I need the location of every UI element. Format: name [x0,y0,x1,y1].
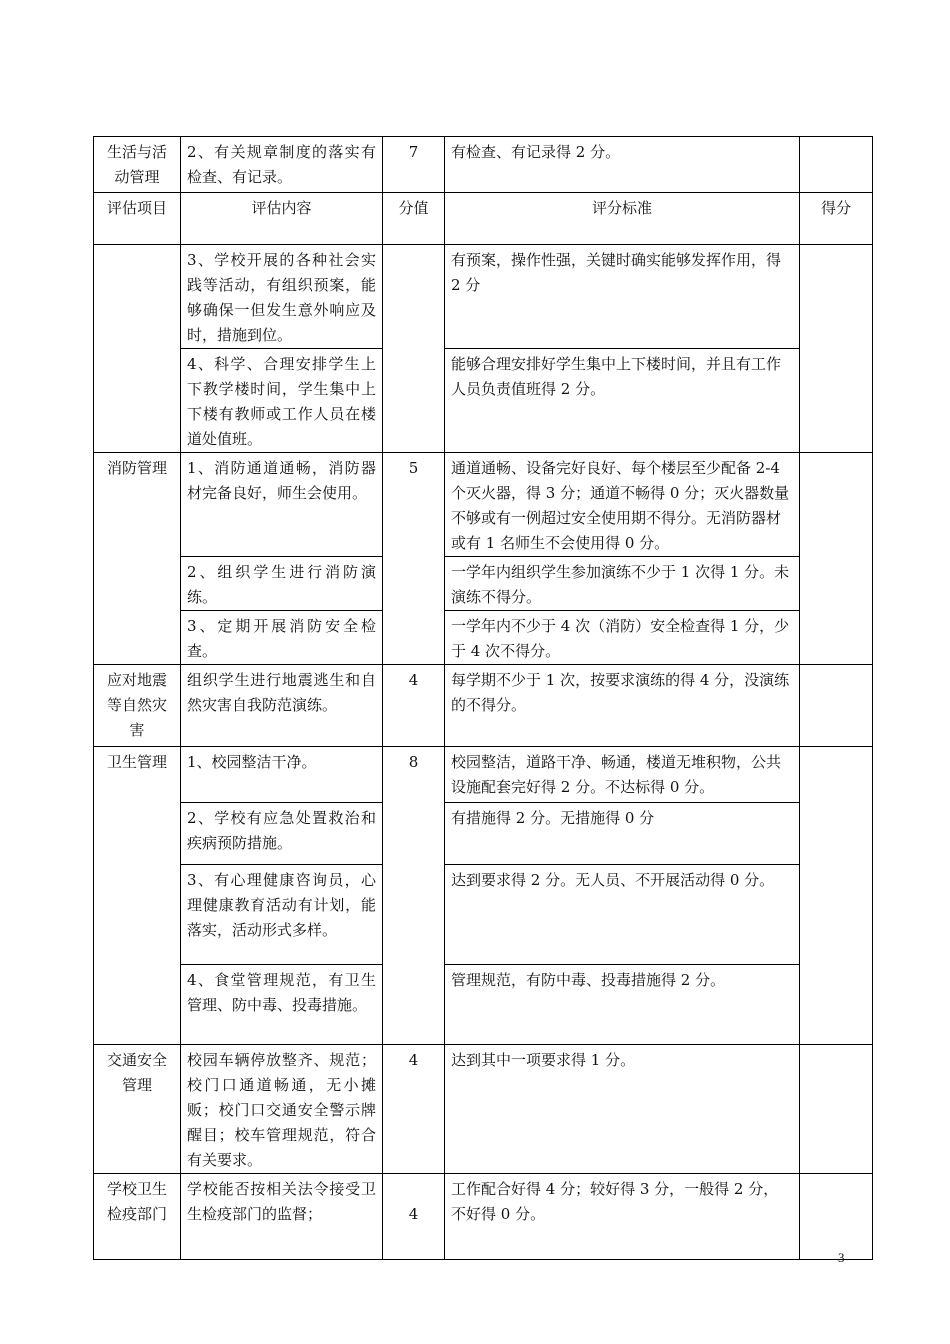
item-cell: 卫生管理 [94,747,181,1045]
table-row [94,453,873,557]
criteria-cell: 校园整洁，道路干净、畅通，楼道无堆积物，公共设施配套完好得 2 分。不达标得 0 分。 [445,747,800,803]
content-cell: 1、校园整洁干净。 [181,747,383,803]
table-row [94,557,873,611]
content-cell: 学校能否按相关法令接受卫生检疫部门的监督； [181,1174,383,1260]
item-cell [94,245,181,453]
table-row [94,349,873,453]
criteria-cell: 达到要求得 2 分。无人员、不开展活动得 0 分。 [445,865,800,965]
content-cell: 1、消防通道通畅，消防器材完备良好，师生会使用。 [181,453,383,557]
evaluation-table [93,136,873,1260]
header-item: 评估项目 [94,193,181,245]
criteria-cell: 有预案，操作性强，关键时确实能够发挥作用，得 2 分 [445,245,800,349]
criteria-cell: 达到其中一项要求得 1 分。 [445,1045,800,1174]
points-cell: 4 [383,1174,445,1260]
score-cell [800,245,873,453]
content-cell: 2、有关规章制度的落实有检查、有记录。 [181,137,383,193]
page-number: 3 [838,1250,845,1265]
points-cell: 8 [383,747,445,1045]
table-row [94,137,873,193]
criteria-cell: 管理规范，有防中毒、投毒措施得 2 分。 [445,965,800,1045]
table-row [94,747,873,803]
criteria-cell: 有检查、有记录得 2 分。 [445,137,800,193]
item-cell: 生活与活动管理 [94,137,181,193]
content-cell: 3、定期开展消防安全检查。 [181,611,383,665]
header-points: 分值 [383,193,445,245]
points-cell: 4 [383,1045,445,1174]
content-cell: 2、学校有应急处置救治和疾病预防措施。 [181,803,383,865]
content-cell: 3、有心理健康咨询员，心理健康教育活动有计划，能落实，活动形式多样。 [181,865,383,965]
header-criteria: 评分标准 [445,193,800,245]
content-cell: 4、科学、合理安排学生上下教学楼时间，学生集中上下楼有教师或工作人员在楼道处值班。 [181,349,383,453]
table-row [94,1045,873,1174]
criteria-cell: 有措施得 2 分。无措施得 0 分 [445,803,800,865]
points-cell: 4 [383,665,445,747]
table-row [94,1174,873,1260]
criteria-cell: 工作配合好得 4 分；较好得 3 分，一般得 2 分，不好得 0 分。 [445,1174,800,1260]
table-row [94,611,873,665]
item-cell: 交通安全管理 [94,1045,181,1174]
points-cell: 5 [383,453,445,665]
content-cell: 组织学生进行地震逃生和自然灾害自我防范演练。 [181,665,383,747]
table-row [94,965,873,1045]
content-cell: 校园车辆停放整齐、规范；校门口通道畅通，无小摊贩；校门口交通安全警示牌醒目；校车管理规范，符合有关要求。 [181,1045,383,1174]
header-content: 评估内容 [181,193,383,245]
criteria-cell: 通道通畅、设备完好良好、每个楼层至少配备 2-4 个灭火器，得 3 分；通道不畅得 0 分；灭火器数量不够或有一例超过安全使用期不得分。无消防器材或有 1 名师生不会使用得 0 分。 [445,453,800,557]
item-cell: 学校卫生检疫部门 [94,1174,181,1260]
table-row [94,245,873,349]
item-cell: 应对地震等自然灾害 [94,665,181,747]
score-cell [800,1174,873,1260]
points-cell [383,245,445,453]
header-score: 得分 [800,193,873,245]
item-cell: 消防管理 [94,453,181,665]
table-row [94,665,873,747]
criteria-cell: 一学年内不少于 4 次（消防）安全检查得 1 分，少于 4 次不得分。 [445,611,800,665]
points-cell: 7 [383,137,445,193]
content-cell: 4、食堂管理规范，有卫生管理、防中毒、投毒措施。 [181,965,383,1045]
score-cell [800,665,873,747]
score-cell [800,747,873,1045]
content-cell: 3、学校开展的各种社会实践等活动，有组织预案，能够确保一但发生意外响应及时，措施到位。 [181,245,383,349]
score-cell [800,453,873,665]
score-cell [800,1045,873,1174]
table-row [94,865,873,965]
score-cell [800,137,873,193]
criteria-cell: 一学年内组织学生参加演练不少于 1 次得 1 分。未演练不得分。 [445,557,800,611]
criteria-cell: 能够合理安排好学生集中上下楼时间，并且有工作人员负责值班得 2 分。 [445,349,800,453]
header-row [94,193,873,245]
content-cell: 2、组织学生进行消防演练。 [181,557,383,611]
criteria-cell: 每学期不少于 1 次，按要求演练的得 4 分，没演练的不得分。 [445,665,800,747]
table-row [94,803,873,865]
